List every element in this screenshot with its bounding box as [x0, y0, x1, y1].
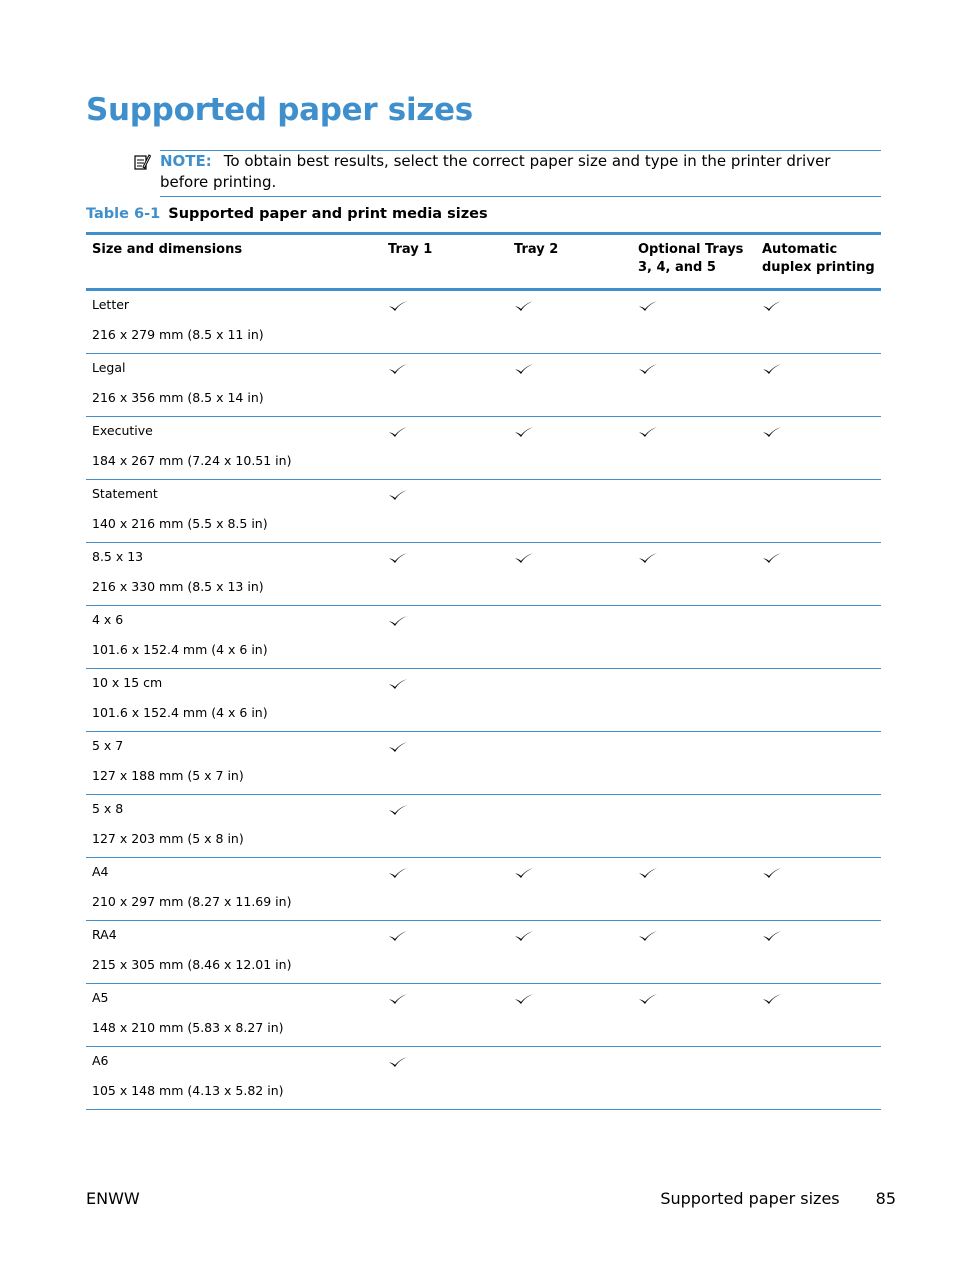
checkmark-icon — [762, 363, 782, 375]
table-row — [86, 1047, 881, 1110]
size-dimensions: 184 x 267 mm (7.24 x 10.51 in) — [92, 453, 292, 468]
support-cell — [756, 858, 881, 921]
checkmark-icon — [762, 867, 782, 879]
support-cell — [632, 795, 756, 858]
support-cell — [756, 417, 881, 480]
header-tray1: Tray 1 — [382, 234, 508, 290]
support-cell — [632, 543, 756, 606]
support-cell — [632, 984, 756, 1047]
support-cell — [382, 984, 508, 1047]
header-tray2: Tray 2 — [508, 234, 632, 290]
footer-section: Supported paper sizes — [660, 1189, 840, 1208]
support-cell — [508, 984, 632, 1047]
checkmark-icon — [762, 300, 782, 312]
support-cell — [382, 606, 508, 669]
support-cell — [756, 354, 881, 417]
size-name: Letter — [92, 297, 130, 312]
size-cell — [86, 417, 382, 480]
size-cell — [86, 354, 382, 417]
support-cell — [508, 669, 632, 732]
support-cell — [508, 606, 632, 669]
table-row — [86, 543, 881, 606]
checkmark-icon — [388, 993, 408, 1005]
size-name: 8.5 x 13 — [92, 549, 144, 564]
support-cell — [756, 1047, 881, 1110]
checkmark-icon — [514, 930, 534, 942]
size-dimensions: 127 x 188 mm (5 x 7 in) — [92, 768, 244, 783]
size-name: A4 — [92, 864, 109, 879]
size-dimensions: 140 x 216 mm (5.5 x 8.5 in) — [92, 516, 268, 531]
size-name: 5 x 8 — [92, 801, 124, 816]
support-cell — [382, 1047, 508, 1110]
support-cell — [756, 795, 881, 858]
support-cell — [508, 543, 632, 606]
size-name: A6 — [92, 1053, 109, 1068]
support-cell — [756, 921, 881, 984]
size-name: Legal — [92, 360, 126, 375]
header-size: Size and dimensions — [86, 234, 382, 290]
page-number: 85 — [875, 1189, 896, 1208]
checkmark-icon — [638, 930, 658, 942]
size-name: A5 — [92, 990, 109, 1005]
checkmark-icon — [762, 993, 782, 1005]
size-name: Statement — [92, 486, 158, 501]
size-cell — [86, 1047, 382, 1110]
note-pad-icon — [133, 153, 151, 171]
table-row — [86, 858, 881, 921]
table-caption-text: Supported paper and print media sizes — [168, 206, 488, 222]
support-cell — [508, 921, 632, 984]
size-cell — [86, 669, 382, 732]
table-number: Table 6-1 — [86, 206, 161, 222]
checkmark-icon — [514, 552, 534, 564]
size-cell — [86, 921, 382, 984]
size-cell — [86, 858, 382, 921]
checkmark-icon — [514, 426, 534, 438]
checkmark-icon — [638, 993, 658, 1005]
checkmark-icon — [638, 426, 658, 438]
size-dimensions: 148 x 210 mm (5.83 x 8.27 in) — [92, 1020, 284, 1035]
size-dimensions: 105 x 148 mm (4.13 x 5.82 in) — [92, 1083, 284, 1098]
header-duplex: Automatic duplex printing — [756, 234, 881, 290]
paper-sizes-table — [86, 232, 881, 1110]
checkmark-icon — [388, 1056, 408, 1068]
checkmark-icon — [638, 867, 658, 879]
checkmark-icon — [514, 867, 534, 879]
checkmark-icon — [388, 678, 408, 690]
size-cell — [86, 290, 382, 354]
support-cell — [382, 354, 508, 417]
size-dimensions: 216 x 330 mm (8.5 x 13 in) — [92, 579, 264, 594]
size-name: 4 x 6 — [92, 612, 124, 627]
support-cell — [632, 921, 756, 984]
checkmark-icon — [388, 804, 408, 816]
checkmark-icon — [388, 363, 408, 375]
size-cell — [86, 606, 382, 669]
support-cell — [382, 732, 508, 795]
checkmark-icon — [388, 489, 408, 501]
checkmark-icon — [762, 930, 782, 942]
page-title: Supported paper sizes — [86, 92, 473, 128]
note-box — [160, 150, 881, 197]
size-name: 10 x 15 cm — [92, 675, 163, 690]
support-cell — [756, 984, 881, 1047]
support-cell — [632, 1047, 756, 1110]
note-label: NOTE: — [160, 152, 212, 170]
checkmark-icon — [638, 552, 658, 564]
support-cell — [508, 795, 632, 858]
checkmark-icon — [514, 993, 534, 1005]
checkmark-icon — [388, 741, 408, 753]
checkmark-icon — [388, 300, 408, 312]
support-cell — [632, 354, 756, 417]
size-dimensions: 210 x 297 mm (8.27 x 11.69 in) — [92, 894, 292, 909]
size-name: Executive — [92, 423, 153, 438]
size-dimensions: 216 x 356 mm (8.5 x 14 in) — [92, 390, 264, 405]
size-dimensions: 127 x 203 mm (5 x 8 in) — [92, 831, 244, 846]
table-row — [86, 984, 881, 1047]
support-cell — [382, 669, 508, 732]
checkmark-icon — [388, 552, 408, 564]
table-row — [86, 480, 881, 543]
support-cell — [632, 669, 756, 732]
support-cell — [632, 480, 756, 543]
support-cell — [382, 290, 508, 354]
size-cell — [86, 984, 382, 1047]
size-name: 5 x 7 — [92, 738, 124, 753]
support-cell — [756, 669, 881, 732]
checkmark-icon — [514, 363, 534, 375]
table-header-row — [86, 234, 881, 290]
table-row — [86, 290, 881, 354]
support-cell — [382, 921, 508, 984]
checkmark-icon — [388, 867, 408, 879]
table-row — [86, 354, 881, 417]
size-name: RA4 — [92, 927, 117, 942]
support-cell — [756, 480, 881, 543]
table-caption — [86, 206, 488, 222]
table-row — [86, 606, 881, 669]
support-cell — [382, 417, 508, 480]
support-cell — [508, 290, 632, 354]
support-cell — [632, 290, 756, 354]
support-cell — [756, 732, 881, 795]
size-dimensions: 101.6 x 152.4 mm (4 x 6 in) — [92, 642, 268, 657]
support-cell — [756, 606, 881, 669]
support-cell — [508, 1047, 632, 1110]
support-cell — [382, 858, 508, 921]
table-row — [86, 732, 881, 795]
size-cell — [86, 795, 382, 858]
size-cell — [86, 543, 382, 606]
checkmark-icon — [762, 552, 782, 564]
support-cell — [508, 480, 632, 543]
checkmark-icon — [388, 615, 408, 627]
checkmark-icon — [388, 930, 408, 942]
support-cell — [632, 858, 756, 921]
support-cell — [508, 354, 632, 417]
footer-left: ENWW — [86, 1189, 140, 1208]
checkmark-icon — [514, 300, 534, 312]
checkmark-icon — [638, 363, 658, 375]
support-cell — [756, 543, 881, 606]
table-row — [86, 669, 881, 732]
support-cell — [382, 480, 508, 543]
support-cell — [508, 732, 632, 795]
table-row — [86, 417, 881, 480]
support-cell — [632, 417, 756, 480]
checkmark-icon — [762, 426, 782, 438]
support-cell — [632, 732, 756, 795]
support-cell — [508, 417, 632, 480]
header-optional-trays: Optional Trays 3, 4, and 5 — [632, 234, 756, 290]
size-dimensions: 216 x 279 mm (8.5 x 11 in) — [92, 327, 264, 342]
support-cell — [508, 858, 632, 921]
support-cell — [382, 543, 508, 606]
support-cell — [632, 606, 756, 669]
table-row — [86, 795, 881, 858]
support-cell — [382, 795, 508, 858]
table-row — [86, 921, 881, 984]
checkmark-icon — [638, 300, 658, 312]
size-dimensions: 101.6 x 152.4 mm (4 x 6 in) — [92, 705, 268, 720]
support-cell — [756, 290, 881, 354]
note-text: To obtain best results, select the correct paper size and type in the printer driver before printing. — [160, 152, 831, 191]
footer-right — [660, 1189, 896, 1208]
size-cell — [86, 732, 382, 795]
checkmark-icon — [388, 426, 408, 438]
size-cell — [86, 480, 382, 543]
size-dimensions: 215 x 305 mm (8.46 x 12.01 in) — [92, 957, 292, 972]
